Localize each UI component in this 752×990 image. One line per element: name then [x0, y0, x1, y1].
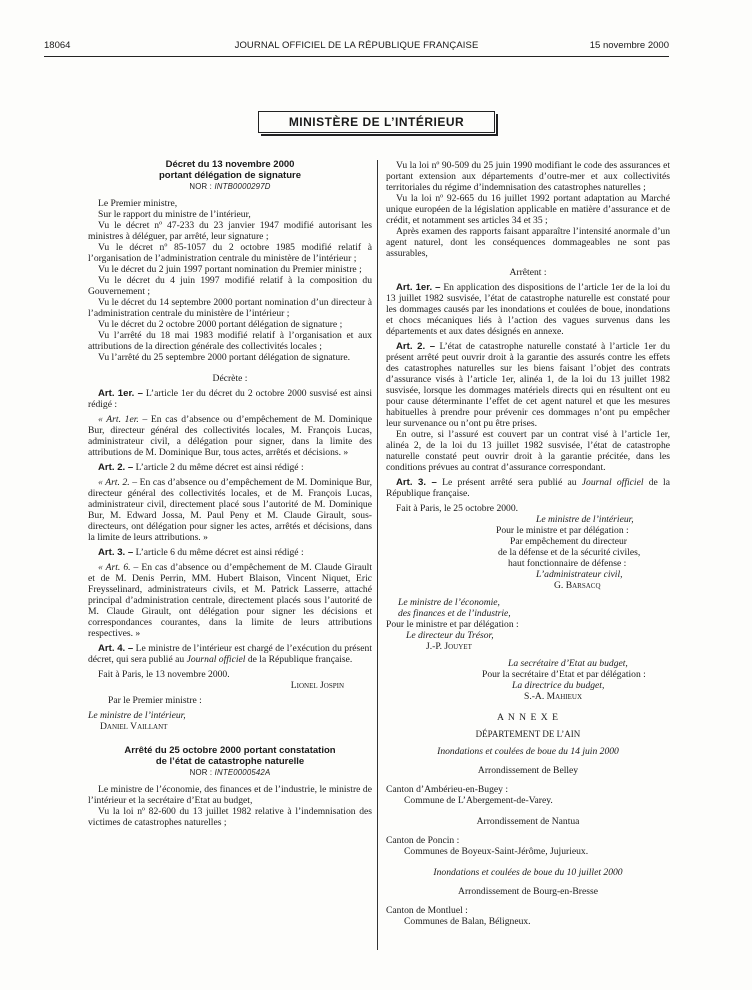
- sig-line: des finances et de l’industrie,: [398, 608, 511, 619]
- article-3-quote: [88, 562, 372, 639]
- sig-line: La directrice du budget,: [512, 680, 605, 691]
- article-text: L’article 1er du décret du 2 octobre 2000 susvisé est ainsi rédigé :: [88, 388, 372, 410]
- decree-para: Vu l’arrêté du 18 mai 1983 modifié relatif à l’organisation et aux attributions de la direction générale des collectivités locales ;: [88, 330, 372, 352]
- article-label: Art. 1er. –: [98, 388, 143, 399]
- decree-para: Vu le décret du 2 juin 1997 portant nomination du Premier ministre ;: [98, 264, 362, 275]
- sig-line: Pour le ministre et par délégation :: [386, 619, 519, 630]
- commune: Communes de Boyeux-Saint-Jérôme, Jujurieux.: [404, 846, 589, 857]
- article-1-quote: [88, 414, 372, 458]
- decree-para: Vu le décret du 4 juin 1997 modifié relatif à la composition du Gouvernement ;: [88, 275, 372, 297]
- nor-label: NOR :: [189, 768, 213, 777]
- decrete-heading: Décrète :: [212, 373, 248, 384]
- article-text-end: de la République française.: [245, 654, 353, 665]
- article-label: Art. 2. –: [396, 341, 436, 352]
- sig-title: Le ministre de l’économie,: [398, 597, 500, 608]
- commune: Commune de L’Abergement-de-Varey.: [404, 795, 553, 806]
- article-1: [88, 388, 372, 410]
- sig-name: J.-P. Jouyet: [426, 641, 472, 652]
- column-divider: [377, 160, 378, 950]
- article-text: L’état de catastrophe naturelle constaté à l’article 1er du présent arrêté peut ouvrir droit à la garantie des assurés contre les effets des catastrophes naturelles sur les biens faisant l’objet des contrats d’assurance visés à l’article 1er, alinéa 1, de la loi du 13 juillet 1982 susvisée, lorsque les dommages matériels directs qui en résultent ont eu pour cause déterminante l’effet de cet agent naturel et que les mesures habituelles à prendre pour prévenir ces dommages n’ont pu empêcher leur survenance ou n’ont pu être prises.: [386, 341, 670, 429]
- arrete-para: Le ministre de l’économie, des finances et de l’industrie, le ministre de l’intérieur et la secrétaire d’Etat au budget,: [88, 784, 372, 806]
- decree-signer: Lionel Jospin: [290, 680, 344, 691]
- decree-title: Décret du 13 novembre 2000: [165, 159, 295, 170]
- decree-minister-title: Le ministre de l’intérieur,: [88, 710, 186, 721]
- department-heading: DÉPARTEMENT DE L’AIN: [475, 729, 581, 739]
- quote-label: « Art. 6. –: [98, 562, 139, 573]
- decree-para: Sur le rapport du ministre de l’intérieur,: [98, 209, 251, 220]
- sig-line: haut fonctionnaire de défense :: [508, 558, 627, 569]
- signature-block-interior: [386, 514, 670, 591]
- arrete-para: Vu la loi nº 90-509 du 25 juin 1990 modifiant le code des assurances et portant extension aux départements d’outre-mer et aux collectivités territoriales du régime d’indemnisation des catastrophes naturelles ;: [386, 160, 670, 193]
- sig-line: de la défense et de la sécurité civiles,: [498, 547, 641, 558]
- quote-text: En cas d’absence ou d’empêchement de M. Dominique Bur, directeur général des collectivités locales, M. François Lucas, administrateur civil, a délégation pour signer, dans la limite des attributions de M. Dominique Bur, tous actes, arrêtés et décisions. »: [88, 414, 372, 458]
- arrete-article-2: [386, 341, 670, 429]
- quote-label: « Art. 1er. –: [98, 414, 148, 425]
- article-text: L’article 2 du même décret est ainsi rédigé :: [133, 462, 304, 473]
- quote-text: En cas d’absence ou d’empêchement de M. Dominique Bur, directeur général des collectivités locales, et de M. François Lucas, administrateur civil, directement placé sous l’autorité de M. Dominique Bur, M. Edward Jossa, M. Paul Peny et M. Claude Girault, sous-directeurs, ont délégation pour signer les actes, arrêtés et décisions, dans la limite de leurs attributions. »: [88, 477, 373, 543]
- arrete-article-2-p2: En outre, si l’assuré est couvert par un contrat visé à l’article 1er, alinéa 2, de la loi du 13 juillet 1982 susvisée, l’état de catastrophe naturelle constaté peut ouvrir droit à la garantie précitée, dans les conditions prévues au contrat d’assurance correspondant.: [386, 429, 670, 473]
- commune: Communes de Balan, Béligneux.: [404, 916, 531, 927]
- decree-para: Vu le décret nº 85-1057 du 2 octobre 1985 modifié relatif à l’organisation de l’administration centrale du ministère de l’intérieur ;: [88, 242, 372, 264]
- arrete-title: Arrêté du 25 octobre 2000 portant constatation: [124, 745, 336, 756]
- page-number: 18064: [44, 40, 71, 51]
- article-4: [88, 643, 372, 665]
- arretent-heading: Arrêtent :: [509, 267, 547, 278]
- article-2: [88, 462, 372, 473]
- arrete-subtitle: de l’état de catastrophe naturelle: [155, 755, 305, 767]
- signature-block-budget: [386, 658, 670, 702]
- nor-label: NOR :: [189, 182, 213, 191]
- article-label: Art. 3. –: [98, 547, 134, 558]
- article-text: En application des dispositions de l’article 1er de la loi du 13 juillet 1982 susvisée, l’état de catastrophe naturelle est constaté pour les dommages causés par les inondations et coulées de boue, inondations et chocs mécaniques liés à l’action des vagues survenus dans les départements et aux dates désignés en annexe.: [386, 282, 670, 337]
- article-text-end: de la République française.: [386, 477, 670, 499]
- sig-name: G. Barsacq: [554, 580, 601, 591]
- annexe-heading: A N N E X E: [497, 712, 559, 723]
- quote-label: « Art. 2. –: [98, 477, 138, 488]
- article-text: L’article 6 du même décret est ainsi rédigé :: [133, 547, 304, 558]
- nor-code: INTE0000542A: [214, 768, 271, 777]
- quote-text: En cas d’absence ou d’empêchement de M. Claude Girault et de M. Denis Perrin, MM. Hubert Blaison, Vincent Niquet, Eric Freysselinard, administrateurs civils, et M. Patrick Lasserre, attaché principal d’administration centrale, directement placés sous l’autorité de M. Claude Girault, ont délégation pour signer les décisions et correspondances courantes, dans la limite de leurs attributions respectives. »: [88, 562, 372, 639]
- ministry-heading: MINISTÈRE DE L’INTÉRIEUR: [258, 111, 495, 133]
- decree-done-at: Fait à Paris, le 13 novembre 2000.: [98, 669, 230, 680]
- sig-line: Le directeur du Trésor,: [406, 630, 494, 641]
- sig-line: Par empêchement du directeur: [510, 536, 627, 547]
- sig-title: Le ministre de l’intérieur,: [536, 514, 634, 525]
- signature-block-economy: [386, 597, 670, 652]
- article-label: Art. 3. –: [396, 477, 437, 488]
- arrete-para: Vu la loi nº 82-600 du 13 juillet 1982 relative à l’indemnisation des victimes de catastrophes naturelles ;: [88, 806, 372, 828]
- sig-line: Pour le ministre et par délégation :: [496, 525, 629, 536]
- article-label: Art. 4. –: [98, 643, 134, 654]
- sig-title: La secrétaire d’Etat au budget,: [508, 658, 628, 669]
- decree-para: Vu le décret du 14 septembre 2000 portant nomination d’un directeur à l’administration centrale du ministère de l’intérieur ;: [88, 297, 372, 319]
- article-label: Art. 1er. –: [396, 282, 441, 293]
- arrete-nor: [88, 767, 372, 778]
- event-heading: Inondations et coulées de boue du 10 juillet 2000: [433, 867, 623, 878]
- article-text: Le présent arrêté sera publié au: [436, 477, 582, 488]
- arrete-para: Vu la loi nº 92-665 du 16 juillet 1992 portant adaptation au Marché unique européen de la législation applicable en matière d’assurance et de crédit, et notamment ses articles 34 et 35 ;: [386, 193, 670, 226]
- decree-para: Le Premier ministre,: [98, 198, 178, 209]
- decree-minister-name: Daniel Vaillant: [100, 721, 168, 732]
- left-column: [88, 160, 372, 828]
- canton: Canton d’Ambérieu-en-Bugey :: [386, 784, 509, 795]
- arrondissement: Arrondissement de Bourg-en-Bresse: [458, 886, 598, 897]
- decree-nor: [88, 181, 372, 192]
- right-column: [386, 160, 670, 927]
- canton: Canton de Poncin :: [386, 835, 460, 846]
- journal-ref: Journal officiel: [186, 654, 246, 665]
- decree-para: Vu le décret du 2 octobre 2000 portant délégation de signature ;: [98, 319, 343, 330]
- decree-par: Par le Premier ministre :: [108, 695, 202, 706]
- arrete-article-3: [386, 477, 670, 499]
- event-heading: Inondations et coulées de boue du 14 juin 2000: [437, 746, 619, 757]
- arrete-done-at: Fait à Paris, le 25 octobre 2000.: [396, 503, 519, 514]
- decree-subtitle: portant délégation de signature: [159, 169, 301, 181]
- arrondissement: Arrondissement de Belley: [477, 765, 579, 776]
- sig-line: Pour la secrétaire d’Etat et par délégation :: [482, 669, 646, 680]
- nor-code: INTB0000297D: [214, 182, 271, 191]
- arrondissement: Arrondissement de Nantua: [476, 816, 580, 827]
- article-text: Le ministre de l’intérieur est chargé de l’exécution du présent décret, qui sera publié au: [88, 643, 372, 665]
- article-2-quote: [88, 477, 372, 543]
- issue-date: 15 novembre 2000: [589, 40, 669, 51]
- decree-para: Vu l’arrêté du 25 septembre 2000 portant délégation de signature.: [98, 352, 350, 363]
- article-label: Art. 2. –: [98, 462, 134, 473]
- journal-title: JOURNAL OFFICIEL DE LA RÉPUBLIQUE FRANÇAISE: [234, 40, 479, 51]
- sig-line: L’administrateur civil,: [536, 569, 623, 580]
- decree-para: Vu le décret nº 47-233 du 23 janvier 1947 modifié autorisant les ministres à déléguer, par arrêté, leur signature ;: [88, 220, 372, 242]
- article-3: [88, 547, 372, 558]
- header-rule: [44, 56, 669, 57]
- sig-name: S.-A. Mahieux: [524, 691, 583, 702]
- journal-ref: Journal officiel: [581, 477, 644, 488]
- arrete-para: Après examen des rapports faisant apparaître l’intensité anormale d’un agent naturel, dont les conséquences dommageables ne sont pas assurables,: [386, 226, 670, 259]
- running-header: [44, 40, 669, 54]
- canton: Canton de Montluel :: [386, 905, 468, 916]
- arrete-article-1: [386, 282, 670, 337]
